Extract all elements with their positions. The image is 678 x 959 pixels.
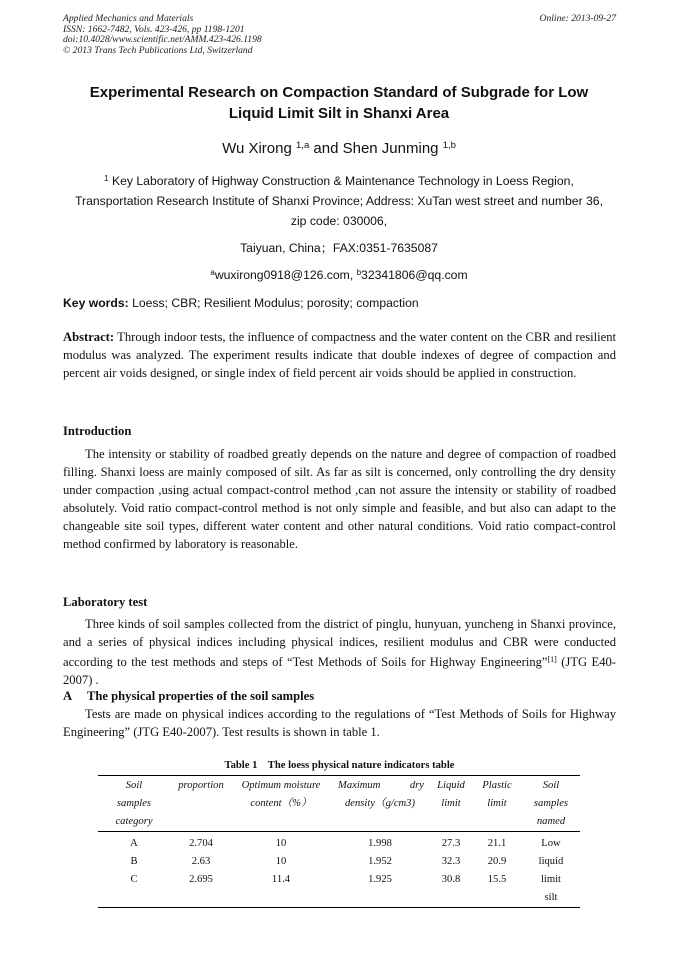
affiliation-line-1: $^1$ Key Laboratory of Highway Construction & Maintenance Technology in Loess Region,: [104, 174, 574, 188]
email-b-marker: b: [356, 268, 362, 277]
named-continuation: silt: [544, 892, 558, 903]
header-moisture: Optimum moisture content（%）: [241, 780, 321, 809]
header-soil-category: Soil samples category: [115, 780, 153, 827]
affiliation-emails: [50, 263, 628, 285]
affiliation-line-2: Transportation Research Institute of Shanxi Province; Address: XuTan west street and number 36,: [75, 194, 603, 208]
abstract-label: Abstract:: [63, 330, 115, 344]
laboratory-heading: Laboratory test: [63, 595, 148, 609]
author-list: [40, 136, 638, 159]
reference-marker: [1]: [547, 655, 557, 664]
author-2-affiliation: 1,b: [442, 140, 456, 151]
affiliation-marker: 1: [104, 174, 109, 183]
keywords-label: Key words:: [63, 296, 129, 310]
abstract: [63, 328, 616, 382]
subsection-heading: [63, 687, 314, 705]
table-row: A 2.704 10 1.998 27.3 21.1 Low: [130, 838, 561, 849]
paper-title: [40, 82, 638, 124]
journal-issn: ISSN: 1662-7482, Vols. 423-426, pp 1198-1201: [63, 23, 245, 35]
journal-doi: doi:10.4028/www.scientific.net/AMM.423-426.1198: [63, 34, 262, 46]
abstract-text: Through indoor tests, the influence of compactness and the water content on the CBR and resilient modulus was analyzed. The experiment results indicate that double indexes of degree of compaction and percent air voids designed, or single index of field percent air voids should be applied in construction.: [63, 330, 616, 380]
table-row: C 2.695 11.4 1.925 30.8 15.5 limit: [130, 874, 561, 885]
header-soil-named: Soil samples named: [533, 780, 569, 827]
affiliation-line-3: zip code: 030006,: [290, 214, 388, 228]
table-row: [98, 889, 580, 907]
keywords: [63, 294, 616, 312]
author-1-affiliation: 1,a: [296, 140, 310, 151]
affiliation-city-fax: Taiyuan, China；FAX:0351-7635087: [240, 241, 438, 255]
header-plastic-limit: Plastic limit: [482, 780, 512, 809]
email-a: wuxirong0918@126.com,: [214, 268, 357, 282]
laboratory-paragraph: Three kinds of soil samples collected from the district of pinglu, hunyuan, yuncheng in Shanxi province, and a series of physical indices including physical indices, resilient modulus and CBR were conducted according to the test methods and steps of “Test Methods of Soils for Highway Engineering”[1] (JTG E40-2007) .: [63, 617, 616, 687]
introduction-paragraph: The intensity or stability of roadbed greatly depends on the nature and degree of compaction of roadbed filling. Shanxi loess are mainly composed of silt. As far as silt is concerned, only controlling the dry density under compaction ,using actual compact-control method ,can not assure the intensity or stability of roadbed absolutely. Void ratio compact-control method is not only simple and feasible, and but also can adapt to the changeable site soil types, different water content and other natural conditions. Void ratio compact-control method confirmed by laboratory is reasonable.: [63, 447, 616, 551]
physical-indicators-table: [98, 775, 580, 908]
subsection-letter: A: [63, 689, 73, 703]
title-line-1: Experimental Research on Compaction Standard of Subgrade for Low: [89, 84, 589, 101]
table-row: B 2.63 10 1.952 32.3 20.9 liquid: [130, 856, 564, 867]
email-a-marker: a: [210, 268, 215, 277]
title-line-2: Liquid Limit Silt in Shanxi Area: [228, 105, 450, 122]
author-conjunction: and: [309, 140, 343, 157]
journal-name: Applied Mechanics and Materials: [63, 13, 194, 24]
subsection-title: The physical properties of the soil samples: [87, 689, 315, 703]
introduction-heading: Introduction: [63, 424, 132, 438]
header-proportion: proportion: [178, 780, 224, 791]
author-2: Shen Junming: [342, 140, 443, 157]
author-1: Wu Xirong: [222, 140, 297, 157]
table-caption: Table 1 The loess physical nature indicators table: [224, 760, 455, 771]
online-date: Online: 2013-09-27: [539, 13, 616, 24]
table-header-row: [98, 776, 580, 832]
email-b: 32341806@qq.com: [361, 268, 468, 282]
journal-copyright: © 2013 Trans Tech Publications Ltd, Switzerland: [63, 44, 253, 56]
affiliation: [50, 169, 628, 285]
subsection-paragraph: Tests are made on physical indices according to the regulations of “Test Methods of Soils for Highway Engineering” (JTG E40-2007). Test results is shown in table 1.: [63, 707, 616, 739]
header-liquid-limit: Liquid limit: [437, 780, 465, 809]
keywords-text: Loess; CBR; Resilient Modulus; porosity; compaction: [128, 296, 419, 310]
header-max-dry-density: Maximum dry density（g/cm3): [338, 780, 424, 809]
journal-header: [63, 14, 616, 56]
